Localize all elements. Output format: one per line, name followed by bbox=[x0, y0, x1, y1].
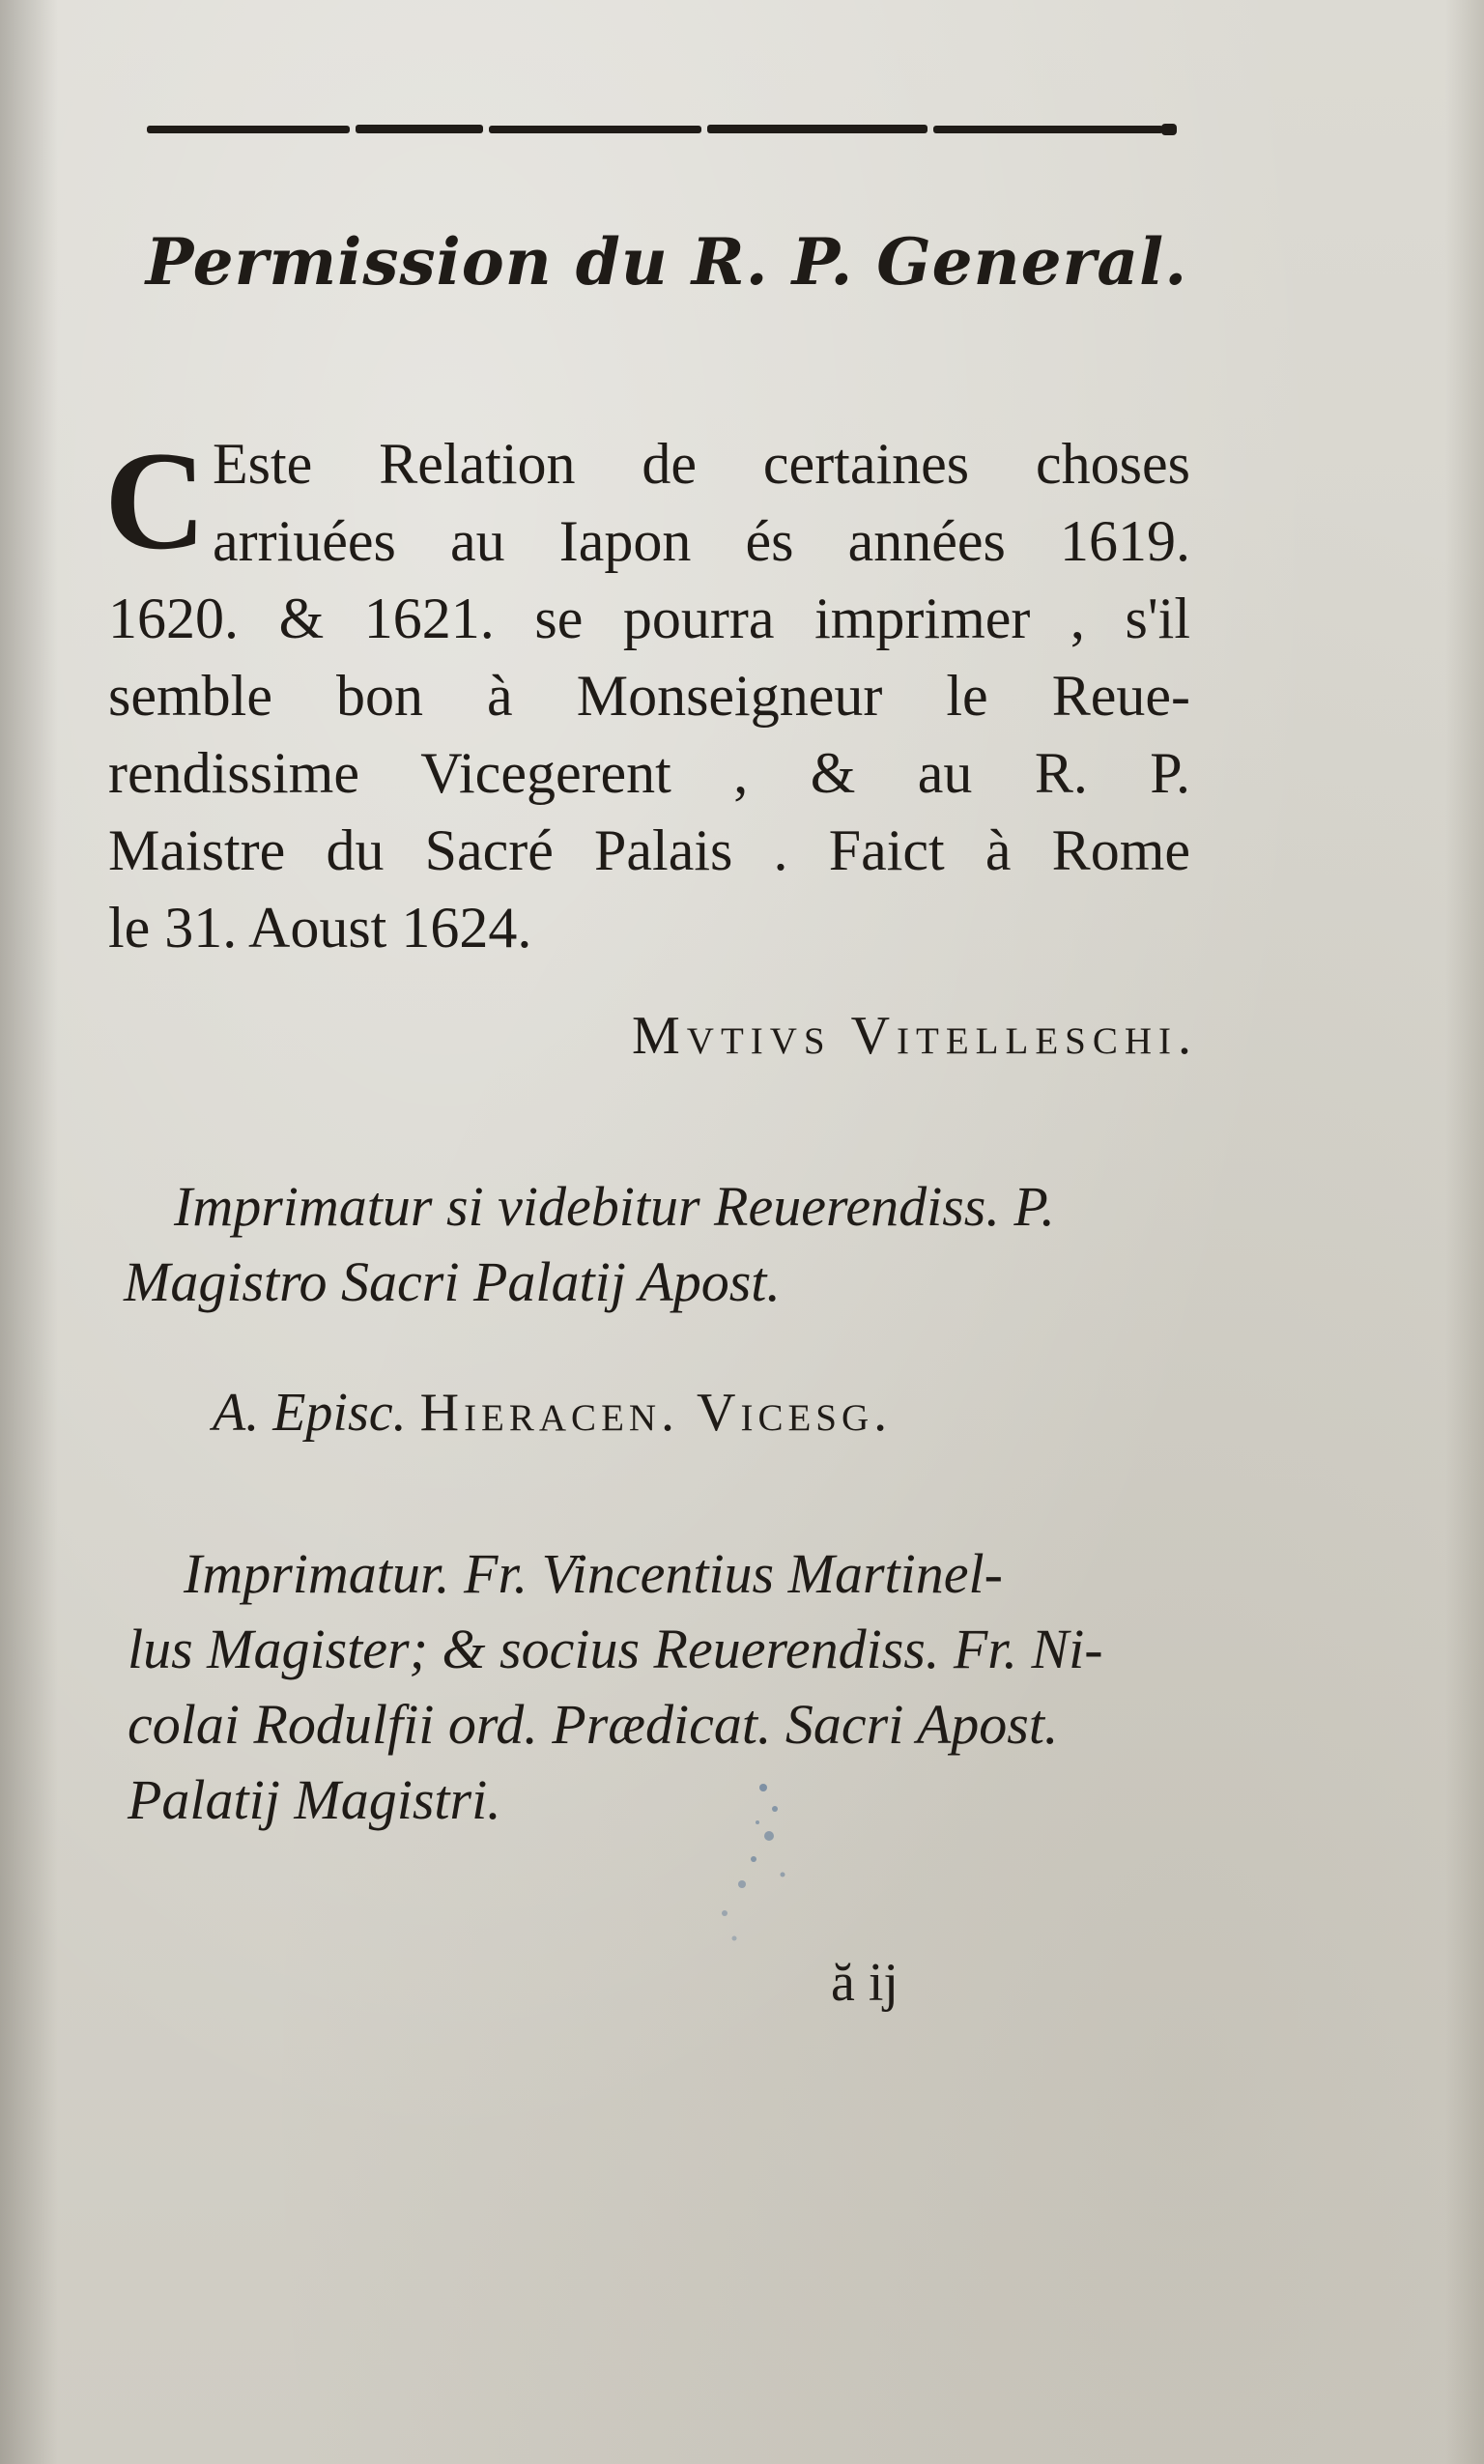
paragraph-line: le 31. Aoust 1624. bbox=[108, 896, 532, 960]
imprimatur-line: Imprimatur si videbitur Reuerendiss. P. bbox=[174, 1175, 1055, 1238]
imprimatur-line: Palatij Magistri. bbox=[128, 1768, 501, 1831]
top-rule bbox=[147, 122, 1179, 137]
paragraph-line: semble bon à Monseigneur le Reue- bbox=[108, 664, 1190, 728]
paragraph-line: 1620. & 1621. se pourra imprimer , s'il bbox=[108, 587, 1190, 650]
imprimatur-line: Imprimatur. Fr. Vincentius Martinel- bbox=[184, 1542, 1003, 1605]
paragraph-line: Este Relation de certaines choses bbox=[213, 432, 1190, 496]
imprimatur-line: lus Magister; & socius Reuerendiss. Fr. Ni- bbox=[128, 1618, 1103, 1680]
paragraph-line: Maistre du Sacré Palais . Faict à Rome bbox=[108, 818, 1190, 882]
signature-name: Hieracen. Vicesg. bbox=[419, 1383, 893, 1443]
imprimatur-first bbox=[124, 1169, 1196, 1320]
signature-vitelleschi: Mvtivs Vitelleschi. bbox=[631, 1006, 1198, 1066]
permission-paragraph bbox=[104, 422, 1190, 966]
page-title: Permission du R. P. General. bbox=[145, 224, 1188, 300]
paragraph-line: arriuées au Iapon és années 1619. bbox=[213, 509, 1190, 573]
drop-cap: C bbox=[104, 422, 207, 579]
imprimatur-line: Magistro Sacri Palatij Apost. bbox=[124, 1250, 781, 1313]
signature-mark: ă ij bbox=[831, 1953, 899, 2013]
imprimatur-second bbox=[128, 1536, 1200, 1838]
signature-hieracen bbox=[213, 1382, 1198, 1444]
paragraph-line: rendissime Vicegerent , & au R. P. bbox=[108, 741, 1190, 805]
signature-prefix: A. Episc. bbox=[213, 1383, 407, 1443]
imprimatur-line: colai Rodulfii ord. Prædicat. Sacri Apost. bbox=[128, 1693, 1059, 1756]
decorative-rule bbox=[147, 122, 1179, 137]
